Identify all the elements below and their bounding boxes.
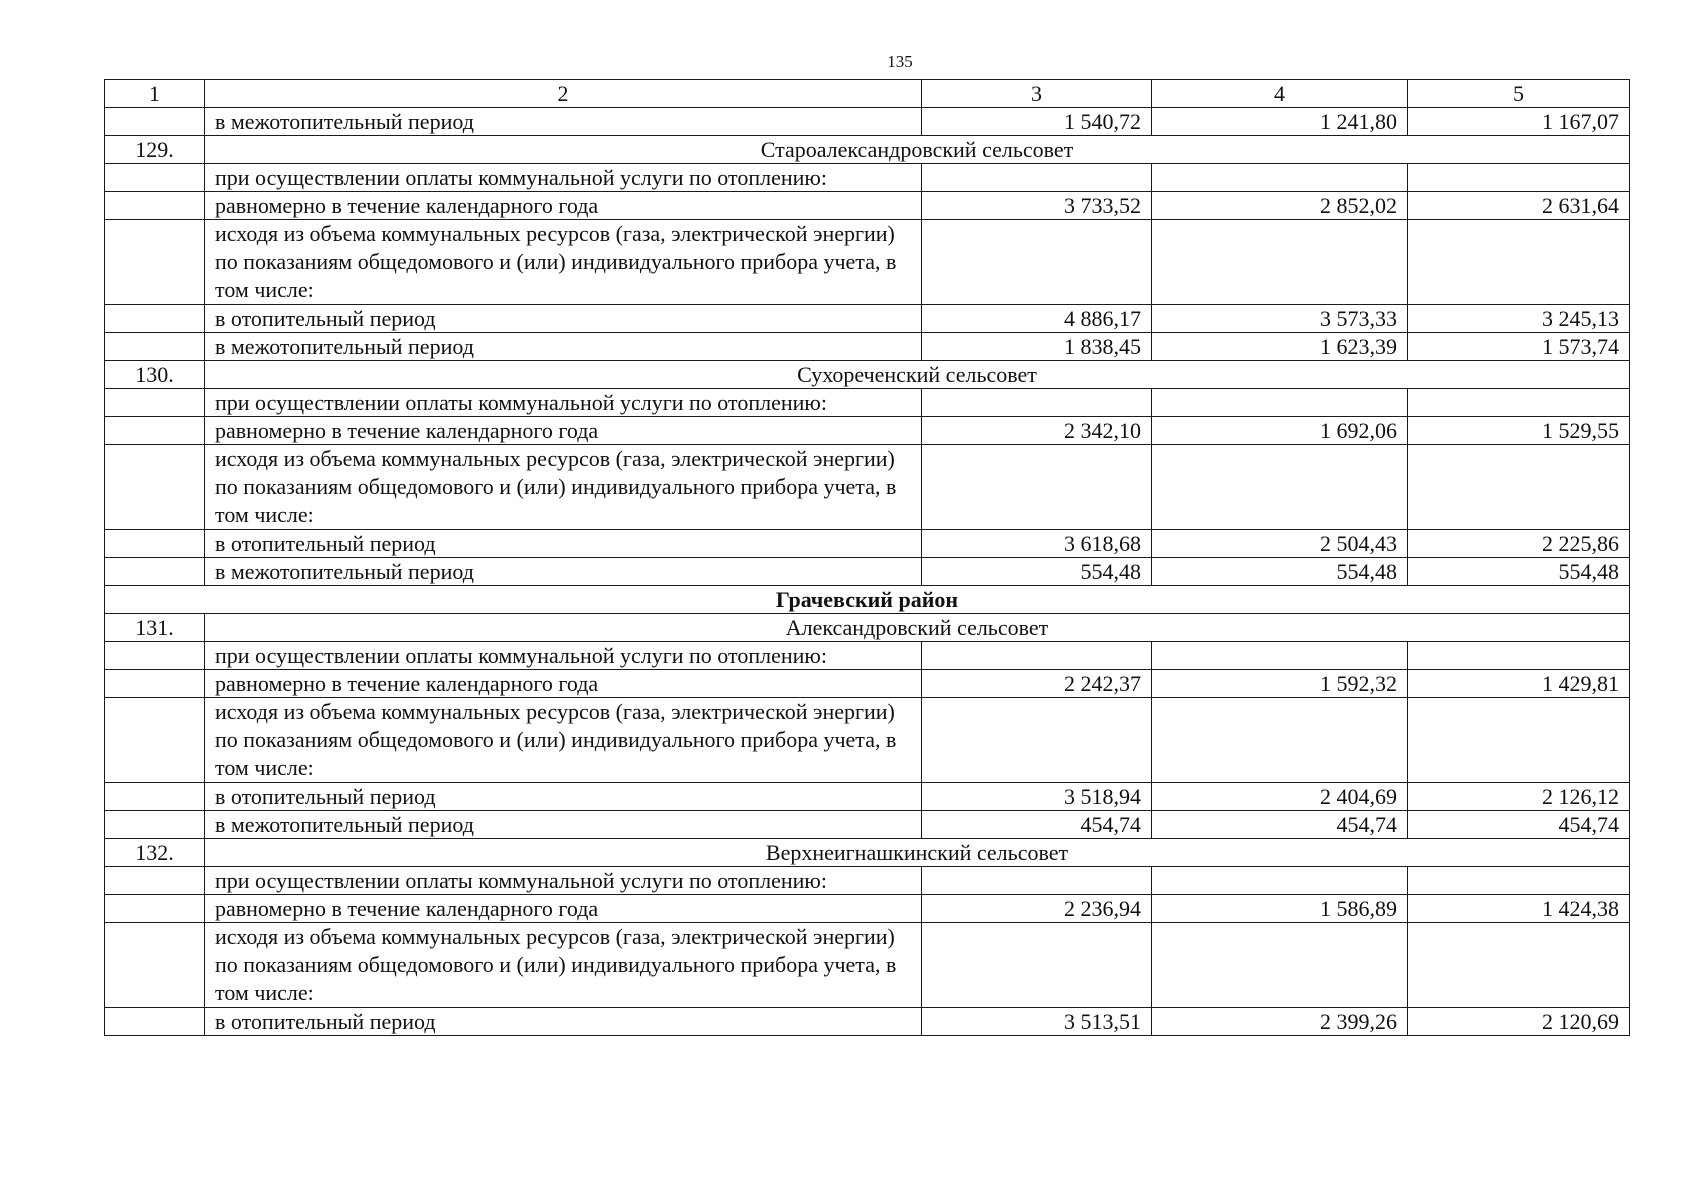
row-label: в межотопительный период [205, 333, 922, 361]
row-label: исходя из объема коммунальных ресурсов (газа, электрической энергии) по показаниям общедомового и (или) индивидуального прибора учета, в том числе: [205, 698, 922, 783]
row-number [105, 417, 205, 445]
value-col-3: 454,74 [922, 811, 1152, 839]
value-col-4 [1152, 698, 1408, 783]
table-row [105, 417, 1630, 445]
value-col-5 [1408, 220, 1630, 305]
district-row [105, 586, 1630, 614]
value-col-4: 554,48 [1152, 558, 1408, 586]
row-number [105, 923, 205, 1008]
value-col-3: 3 518,94 [922, 783, 1152, 811]
settlement-title: Сухореченский сельсовет [205, 361, 1630, 389]
table-header-row [105, 80, 1630, 108]
row-number [105, 558, 205, 586]
value-col-3 [922, 389, 1152, 417]
value-col-5 [1408, 164, 1630, 192]
table-row [105, 698, 1630, 783]
value-col-4: 1 692,06 [1152, 417, 1408, 445]
table-row [105, 783, 1630, 811]
value-col-3: 554,48 [922, 558, 1152, 586]
row-number [105, 895, 205, 923]
table-row [105, 642, 1630, 670]
value-col-5 [1408, 389, 1630, 417]
value-col-5: 1 424,38 [1408, 895, 1630, 923]
value-col-5: 1 167,07 [1408, 108, 1630, 136]
value-col-4: 1 623,39 [1152, 333, 1408, 361]
table-row [105, 923, 1630, 1008]
row-number [105, 642, 205, 670]
row-number [105, 783, 205, 811]
value-col-4 [1152, 445, 1408, 530]
row-number [105, 389, 205, 417]
row-label: в межотопительный период [205, 558, 922, 586]
value-col-4: 2 399,26 [1152, 1008, 1408, 1036]
row-number [105, 220, 205, 305]
value-col-3 [922, 220, 1152, 305]
table-row [105, 670, 1630, 698]
header-cell-1: 1 [105, 80, 205, 108]
tariff-table [104, 79, 1630, 1036]
table-row [105, 192, 1630, 220]
value-col-3: 2 236,94 [922, 895, 1152, 923]
row-label: в межотопительный период [205, 811, 922, 839]
value-col-5: 2 120,69 [1408, 1008, 1630, 1036]
value-col-5 [1408, 642, 1630, 670]
value-col-5: 1 429,81 [1408, 670, 1630, 698]
settlement-title: Верхнеигнашкинский сельсовет [205, 839, 1630, 867]
row-number [105, 305, 205, 333]
table-row [105, 895, 1630, 923]
row-label: при осуществлении оплаты коммунальной услуги по отоплению: [205, 164, 922, 192]
row-number: 130. [105, 361, 205, 389]
value-col-5: 2 631,64 [1408, 192, 1630, 220]
value-col-3: 2 242,37 [922, 670, 1152, 698]
row-number: 131. [105, 614, 205, 642]
value-col-4 [1152, 923, 1408, 1008]
value-col-5: 3 245,13 [1408, 305, 1630, 333]
row-number [105, 698, 205, 783]
value-col-4: 1 241,80 [1152, 108, 1408, 136]
value-col-4: 2 404,69 [1152, 783, 1408, 811]
row-label: равномерно в течение календарного года [205, 192, 922, 220]
table-row [105, 811, 1630, 839]
value-col-4 [1152, 389, 1408, 417]
value-col-4 [1152, 867, 1408, 895]
table-row [105, 164, 1630, 192]
value-col-5 [1408, 445, 1630, 530]
value-col-4 [1152, 164, 1408, 192]
district-title: Грачевский район [105, 586, 1630, 614]
row-label: исходя из объема коммунальных ресурсов (газа, электрической энергии) по показаниям общедомового и (или) индивидуального прибора учета, в том числе: [205, 923, 922, 1008]
settlement-title: Александровский сельсовет [205, 614, 1630, 642]
row-number [105, 445, 205, 530]
value-col-3: 3 513,51 [922, 1008, 1152, 1036]
value-col-5: 1 529,55 [1408, 417, 1630, 445]
table-row [105, 220, 1630, 305]
table-row [105, 305, 1630, 333]
value-col-3: 2 342,10 [922, 417, 1152, 445]
value-col-4: 1 586,89 [1152, 895, 1408, 923]
value-col-3 [922, 867, 1152, 895]
page-number: 135 [887, 52, 913, 71]
value-col-4: 454,74 [1152, 811, 1408, 839]
value-col-3 [922, 923, 1152, 1008]
row-label: исходя из объема коммунальных ресурсов (газа, электрической энергии) по показаниям общедомового и (или) индивидуального прибора учета, в том числе: [205, 445, 922, 530]
value-col-4 [1152, 220, 1408, 305]
row-number [105, 108, 205, 136]
value-col-5: 554,48 [1408, 558, 1630, 586]
value-col-3 [922, 642, 1152, 670]
value-col-5 [1408, 923, 1630, 1008]
row-label: равномерно в течение календарного года [205, 417, 922, 445]
settlement-title: Староалександровский сельсовет [205, 136, 1630, 164]
table-row [105, 530, 1630, 558]
row-number [105, 333, 205, 361]
row-number [105, 164, 205, 192]
value-col-3 [922, 698, 1152, 783]
value-col-3: 4 886,17 [922, 305, 1152, 333]
value-col-4: 2 504,43 [1152, 530, 1408, 558]
value-col-3: 3 618,68 [922, 530, 1152, 558]
value-col-3: 1 540,72 [922, 108, 1152, 136]
row-number: 132. [105, 839, 205, 867]
value-col-4: 1 592,32 [1152, 670, 1408, 698]
table-row [105, 558, 1630, 586]
table-row [105, 333, 1630, 361]
row-label: в отопительный период [205, 783, 922, 811]
row-number: 129. [105, 136, 205, 164]
settlement-row [105, 614, 1630, 642]
row-label: в отопительный период [205, 305, 922, 333]
value-col-5 [1408, 698, 1630, 783]
row-label: в отопительный период [205, 1008, 922, 1036]
value-col-3 [922, 445, 1152, 530]
row-number [105, 530, 205, 558]
value-col-5: 2 126,12 [1408, 783, 1630, 811]
row-label: равномерно в течение календарного года [205, 670, 922, 698]
value-col-4 [1152, 642, 1408, 670]
row-label: равномерно в течение календарного года [205, 895, 922, 923]
value-col-3: 1 838,45 [922, 333, 1152, 361]
value-col-4: 2 852,02 [1152, 192, 1408, 220]
value-col-5: 454,74 [1408, 811, 1630, 839]
settlement-row [105, 361, 1630, 389]
row-label: исходя из объема коммунальных ресурсов (газа, электрической энергии) по показаниям общедомового и (или) индивидуального прибора учета, в том числе: [205, 220, 922, 305]
table-row [105, 867, 1630, 895]
value-col-3: 3 733,52 [922, 192, 1152, 220]
header-cell-5: 5 [1408, 80, 1630, 108]
header-cell-2: 2 [205, 80, 922, 108]
row-number [105, 811, 205, 839]
row-number [105, 670, 205, 698]
table-body [105, 80, 1630, 1036]
header-cell-4: 4 [1152, 80, 1408, 108]
row-label: в межотопительный период [205, 108, 922, 136]
row-number [105, 1008, 205, 1036]
value-col-5: 2 225,86 [1408, 530, 1630, 558]
row-label: в отопительный период [205, 530, 922, 558]
header-cell-3: 3 [922, 80, 1152, 108]
row-label: при осуществлении оплаты коммунальной услуги по отоплению: [205, 642, 922, 670]
table-row [105, 1008, 1630, 1036]
value-col-4: 3 573,33 [1152, 305, 1408, 333]
table-row [105, 445, 1630, 530]
value-col-3 [922, 164, 1152, 192]
row-label: при осуществлении оплаты коммунальной услуги по отоплению: [205, 867, 922, 895]
settlement-row [105, 136, 1630, 164]
table-row [105, 389, 1630, 417]
settlement-row [105, 839, 1630, 867]
row-number [105, 867, 205, 895]
table-row [105, 108, 1630, 136]
row-number [105, 192, 205, 220]
value-col-5: 1 573,74 [1408, 333, 1630, 361]
value-col-5 [1408, 867, 1630, 895]
row-label: при осуществлении оплаты коммунальной услуги по отоплению: [205, 389, 922, 417]
